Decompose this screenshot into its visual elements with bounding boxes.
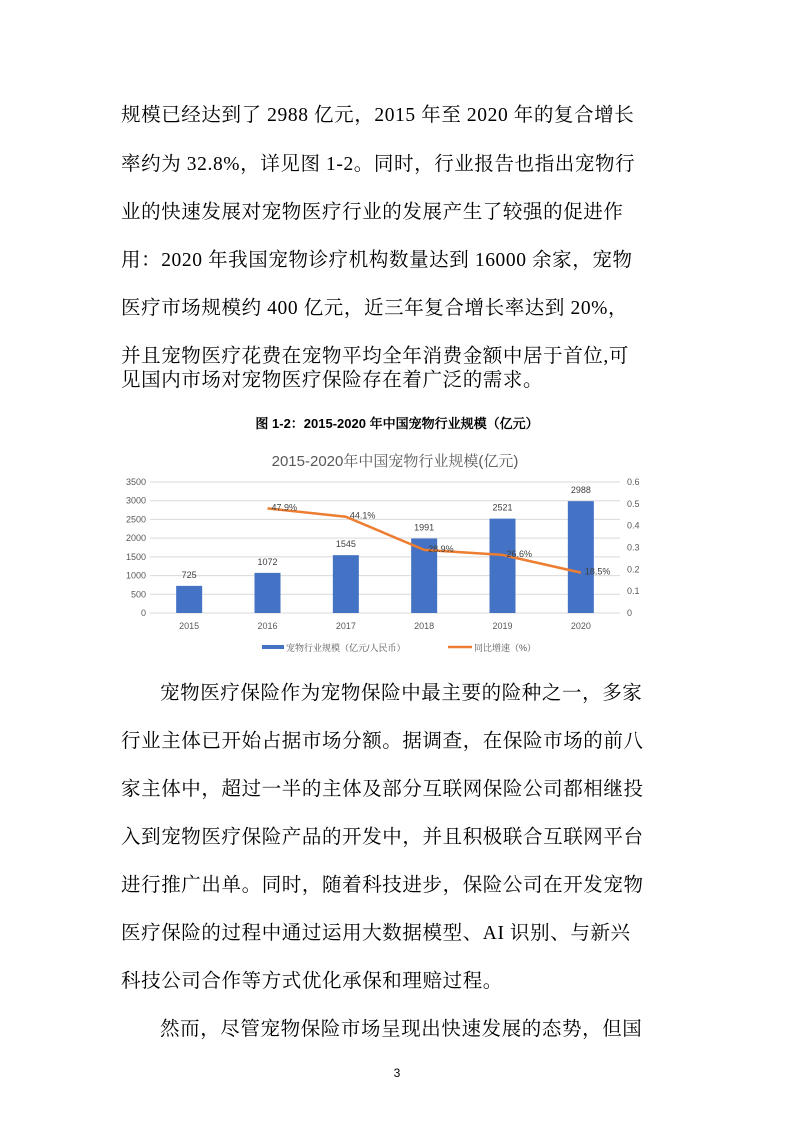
text-line: 家主体中，超过一半的主体及部分互联网保险公司都相继投 [121, 779, 644, 800]
legend-bar-swatch [262, 645, 284, 649]
text-line: 见国内市场对宠物医疗保险存在着广泛的需求。 [121, 370, 544, 391]
figure-caption: 图 1-2：2015-2020 年中国宠物行业规模（亿元） [255, 416, 539, 431]
y-tick-right: 0.6 [627, 477, 640, 487]
x-tick: 2015 [179, 621, 200, 631]
y-tick-left: 3500 [125, 477, 146, 487]
text-line: 率约为 32.8%，详见图 1-2。同时，行业报告也指出宠物行 [121, 154, 636, 175]
y-tick-right: 0.1 [627, 586, 640, 597]
y-tick-left: 1500 [125, 551, 146, 562]
text-line: 然而，尽管宠物保险市场呈现出快速发展的态势，但国 [160, 1019, 643, 1040]
x-tick: 2016 [257, 621, 278, 631]
y-tick-right: 0.5 [627, 498, 640, 509]
x-tick: 2019 [492, 621, 513, 631]
legend-line-label: 同比增速（%） [474, 643, 537, 653]
text-line: 入到宠物医疗保险产品的开发中，并且积极联合互联网平台 [121, 827, 644, 848]
line-label: 44.1% [349, 510, 376, 521]
text-line: 行业主体已开始占据市场分额。据调查，在保险市场的前八 [121, 731, 644, 752]
y-tick-right: 0 [627, 608, 633, 618]
y-tick-right: 0.2 [627, 564, 640, 575]
x-tick: 2017 [335, 621, 356, 631]
text-line: 用：2020 年我国宠物诊疗机构数量达到 16000 余家，宠物 [121, 250, 633, 271]
y-tick-left: 1000 [125, 570, 146, 581]
page-number: 3 [393, 1066, 401, 1080]
bar-label: 1545 [335, 539, 356, 550]
y-tick-left: 500 [130, 589, 146, 600]
bar [333, 555, 359, 613]
bar-label: 2521 [492, 502, 513, 513]
combo-chart [100, 440, 690, 660]
text-line: 宠物医疗保险作为宠物保险中最主要的险种之一，多家 [160, 683, 643, 704]
y-tick-left: 3000 [125, 495, 146, 506]
y-tick-left: 0 [140, 608, 146, 618]
line-label: 28.9% [428, 543, 454, 554]
y-tick-right: 0.3 [627, 542, 640, 553]
line-label: 18.5% [584, 566, 611, 577]
chart-plot [100, 440, 690, 660]
legend-bar-label: 宠物行业规模（亿元/人民币） [286, 643, 406, 653]
line-label: 47.9% [271, 502, 298, 513]
chart-title: 2015-2020年中国宠物行业规模(亿元) [271, 453, 519, 470]
text-line: 医疗保险的过程中通过运用大数据模型、AI 识别、与新兴 [121, 923, 631, 944]
y-tick-left: 2500 [125, 514, 146, 525]
text-line: 业的快速发展对宠物医疗行业的发展产生了较强的促进作 [121, 202, 624, 223]
text-line: 进行推广出单。同时，随着科技进步，保险公司在开发宠物 [121, 875, 644, 896]
text-line: 规模已经达到了 2988 亿元，2015 年至 2020 年的复合增长 [121, 105, 635, 126]
bar [490, 519, 516, 613]
bar [255, 573, 281, 613]
line-label: 26.6% [506, 548, 533, 559]
bar-label: 2988 [570, 485, 591, 496]
text-line: 科技公司合作等方式优化承保和理赔过程。 [121, 971, 503, 992]
bar [176, 586, 202, 613]
x-tick: 2018 [414, 621, 435, 631]
y-tick-left: 2000 [125, 533, 146, 544]
bar-label: 1991 [414, 522, 435, 533]
y-tick-right: 0.4 [627, 520, 640, 531]
x-tick: 2020 [570, 621, 591, 631]
bar-label: 725 [181, 569, 197, 580]
text-line: 并且宠物医疗花费在宠物平均全年消费金额中居于首位,可 [121, 346, 629, 367]
bar-label: 1072 [257, 556, 278, 567]
text-line: 医疗市场规模约 400 亿元，近三年复合增长率达到 20%， [121, 298, 629, 319]
bar [568, 501, 594, 613]
